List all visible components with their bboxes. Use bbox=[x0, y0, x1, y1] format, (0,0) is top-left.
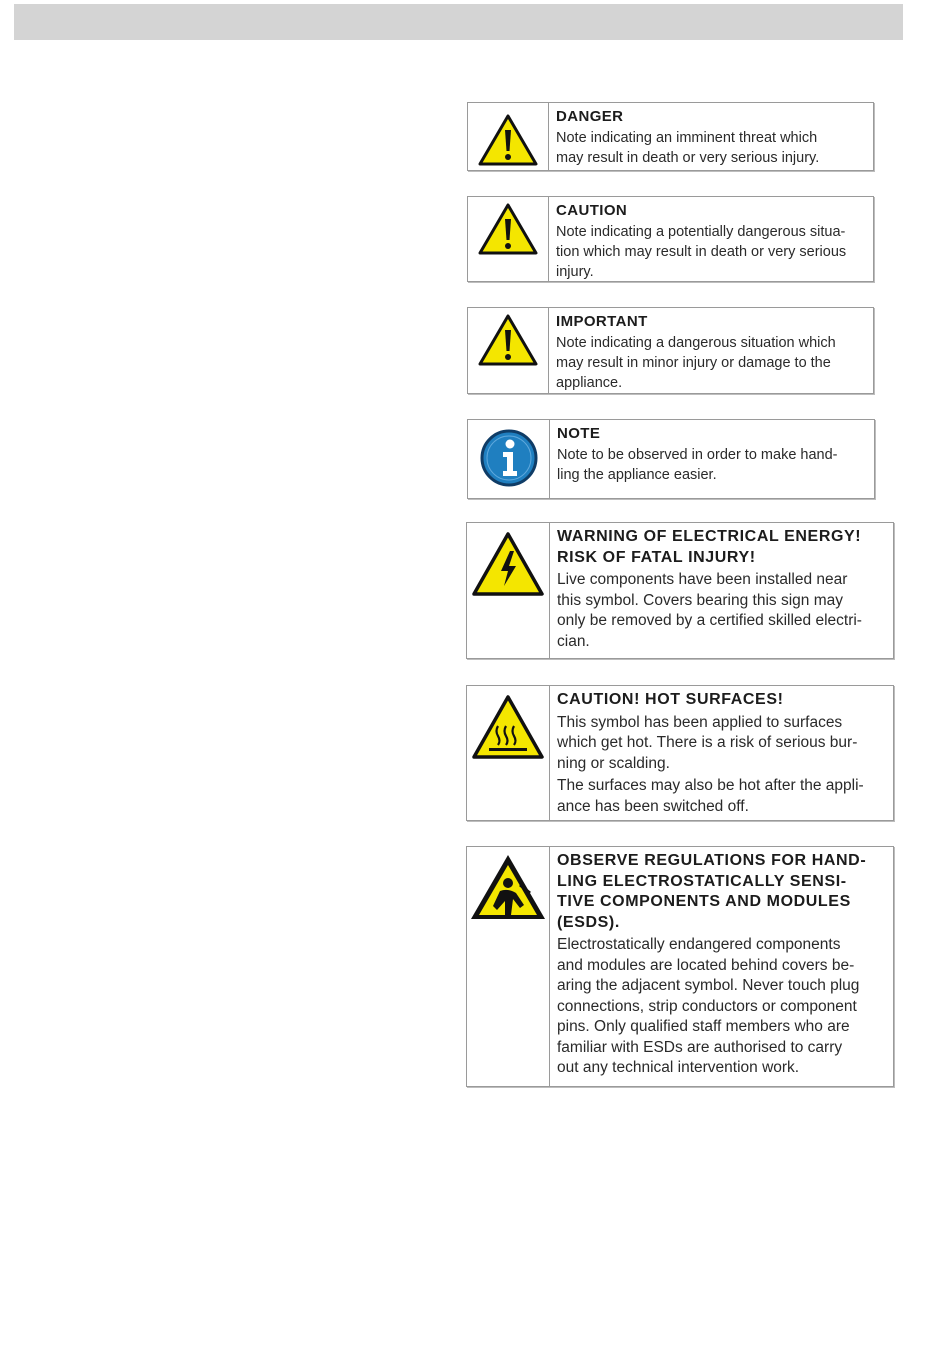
notice-title bbox=[557, 527, 887, 568]
electrical-hazard-icon bbox=[471, 531, 545, 597]
notice-line: Note to be observed in order to make hand- bbox=[557, 447, 838, 463]
notice-line: tion which may result in death or very serious bbox=[556, 244, 847, 260]
notice-title-line: RISK OF FATAL INJURY! bbox=[557, 548, 756, 566]
esd-warning-icon bbox=[470, 853, 546, 921]
notice-line: out any technical intervention work. bbox=[557, 1059, 800, 1076]
notice-note bbox=[467, 419, 875, 499]
notice-line: cian. bbox=[557, 632, 590, 650]
warning-triangle-icon bbox=[477, 313, 539, 367]
notice-icon-cell bbox=[467, 523, 550, 658]
notice-text bbox=[549, 103, 873, 170]
notice-icon-cell bbox=[467, 686, 550, 820]
notice-icon-cell bbox=[468, 308, 549, 393]
info-circle-icon bbox=[479, 428, 539, 488]
notice-body bbox=[556, 222, 867, 282]
notice-title-line: LING ELECTROSTATICALLY SENSI- bbox=[557, 872, 847, 890]
notice-body bbox=[557, 713, 887, 775]
notice-title bbox=[557, 851, 887, 933]
warning-triangle-icon bbox=[477, 202, 539, 256]
notice-line: only be removed by a certified skilled electri- bbox=[557, 612, 862, 629]
notice-title-line: TIVE COMPONENTS AND MODULES bbox=[557, 893, 851, 910]
notice-text bbox=[550, 686, 893, 820]
notice-line: injury. bbox=[556, 264, 594, 280]
notice-icon-cell bbox=[467, 847, 550, 1086]
notice-esds bbox=[466, 846, 894, 1087]
notice-icon-cell bbox=[468, 197, 549, 281]
notice-line: connections, strip conductors or component bbox=[557, 997, 857, 1015]
notice-line: Note indicating a dangerous situation which bbox=[556, 335, 836, 351]
notice-danger bbox=[467, 102, 874, 171]
notice-line: Live components have been installed near bbox=[557, 571, 848, 588]
notice-title: CAUTION! HOT SURFACES! bbox=[557, 691, 784, 708]
notice-icon-cell bbox=[468, 420, 550, 498]
notice-line: and modules are located behind covers be- bbox=[557, 956, 855, 974]
notice-line: aring the adjacent symbol. Never touch plug bbox=[557, 977, 860, 994]
notice-title-line: (ESDS). bbox=[557, 913, 620, 931]
notice-line: ance has been switched off. bbox=[557, 797, 749, 815]
notice-important bbox=[467, 307, 874, 394]
notice-line: pins. Only qualified staff members who are bbox=[557, 1018, 850, 1035]
notice-text bbox=[550, 847, 893, 1086]
notice-line: Note indicating a potentially dangerous situa- bbox=[556, 224, 846, 240]
notice-line: this symbol. Covers bearing this sign may bbox=[557, 591, 844, 609]
warning-triangle-icon bbox=[477, 113, 539, 167]
notice-icon-cell bbox=[468, 103, 549, 170]
notice-body-second bbox=[557, 776, 887, 817]
notice-line: may result in minor injury or damage to the bbox=[556, 355, 831, 371]
notice-text bbox=[549, 197, 873, 281]
notice-line: This symbol has been applied to surfaces bbox=[557, 713, 843, 731]
notice-caution bbox=[467, 196, 874, 282]
notice-title-line: WARNING OF ELECTRICAL ENERGY! bbox=[557, 528, 862, 545]
notice-title: NOTE bbox=[557, 425, 601, 442]
notice-line: may result in death or very serious injury. bbox=[556, 150, 820, 166]
notice-line: which get hot. There is a risk of serious bur- bbox=[557, 734, 858, 751]
notice-title: IMPORTANT bbox=[556, 313, 648, 330]
notice-line: appliance. bbox=[556, 375, 623, 391]
notice-line: ling the appliance easier. bbox=[557, 467, 717, 483]
notice-line: Electrostatically endangered components bbox=[557, 936, 841, 953]
notice-text bbox=[549, 308, 873, 393]
notice-body bbox=[557, 570, 887, 652]
notice-hot-surfaces bbox=[466, 685, 894, 821]
notice-line: Note indicating an imminent threat which bbox=[556, 130, 818, 146]
notice-text bbox=[550, 420, 874, 498]
notice-body bbox=[557, 445, 868, 485]
hot-surface-icon bbox=[471, 694, 545, 760]
notice-body bbox=[557, 935, 887, 1079]
notice-electrical-energy bbox=[466, 522, 894, 659]
notice-title-line: OBSERVE REGULATIONS FOR HAND- bbox=[557, 852, 867, 869]
notice-text bbox=[550, 523, 893, 658]
notice-body bbox=[556, 333, 867, 393]
notice-line: The surfaces may also be hot after the appli- bbox=[557, 777, 864, 794]
notice-title: DANGER bbox=[556, 108, 624, 125]
notice-line: familiar with ESDs are authorised to carry bbox=[557, 1038, 843, 1056]
notice-body bbox=[556, 128, 867, 168]
notice-line: ning or scalding. bbox=[557, 754, 670, 772]
page-header-bar bbox=[14, 4, 903, 40]
notice-title: CAUTION bbox=[556, 202, 628, 219]
